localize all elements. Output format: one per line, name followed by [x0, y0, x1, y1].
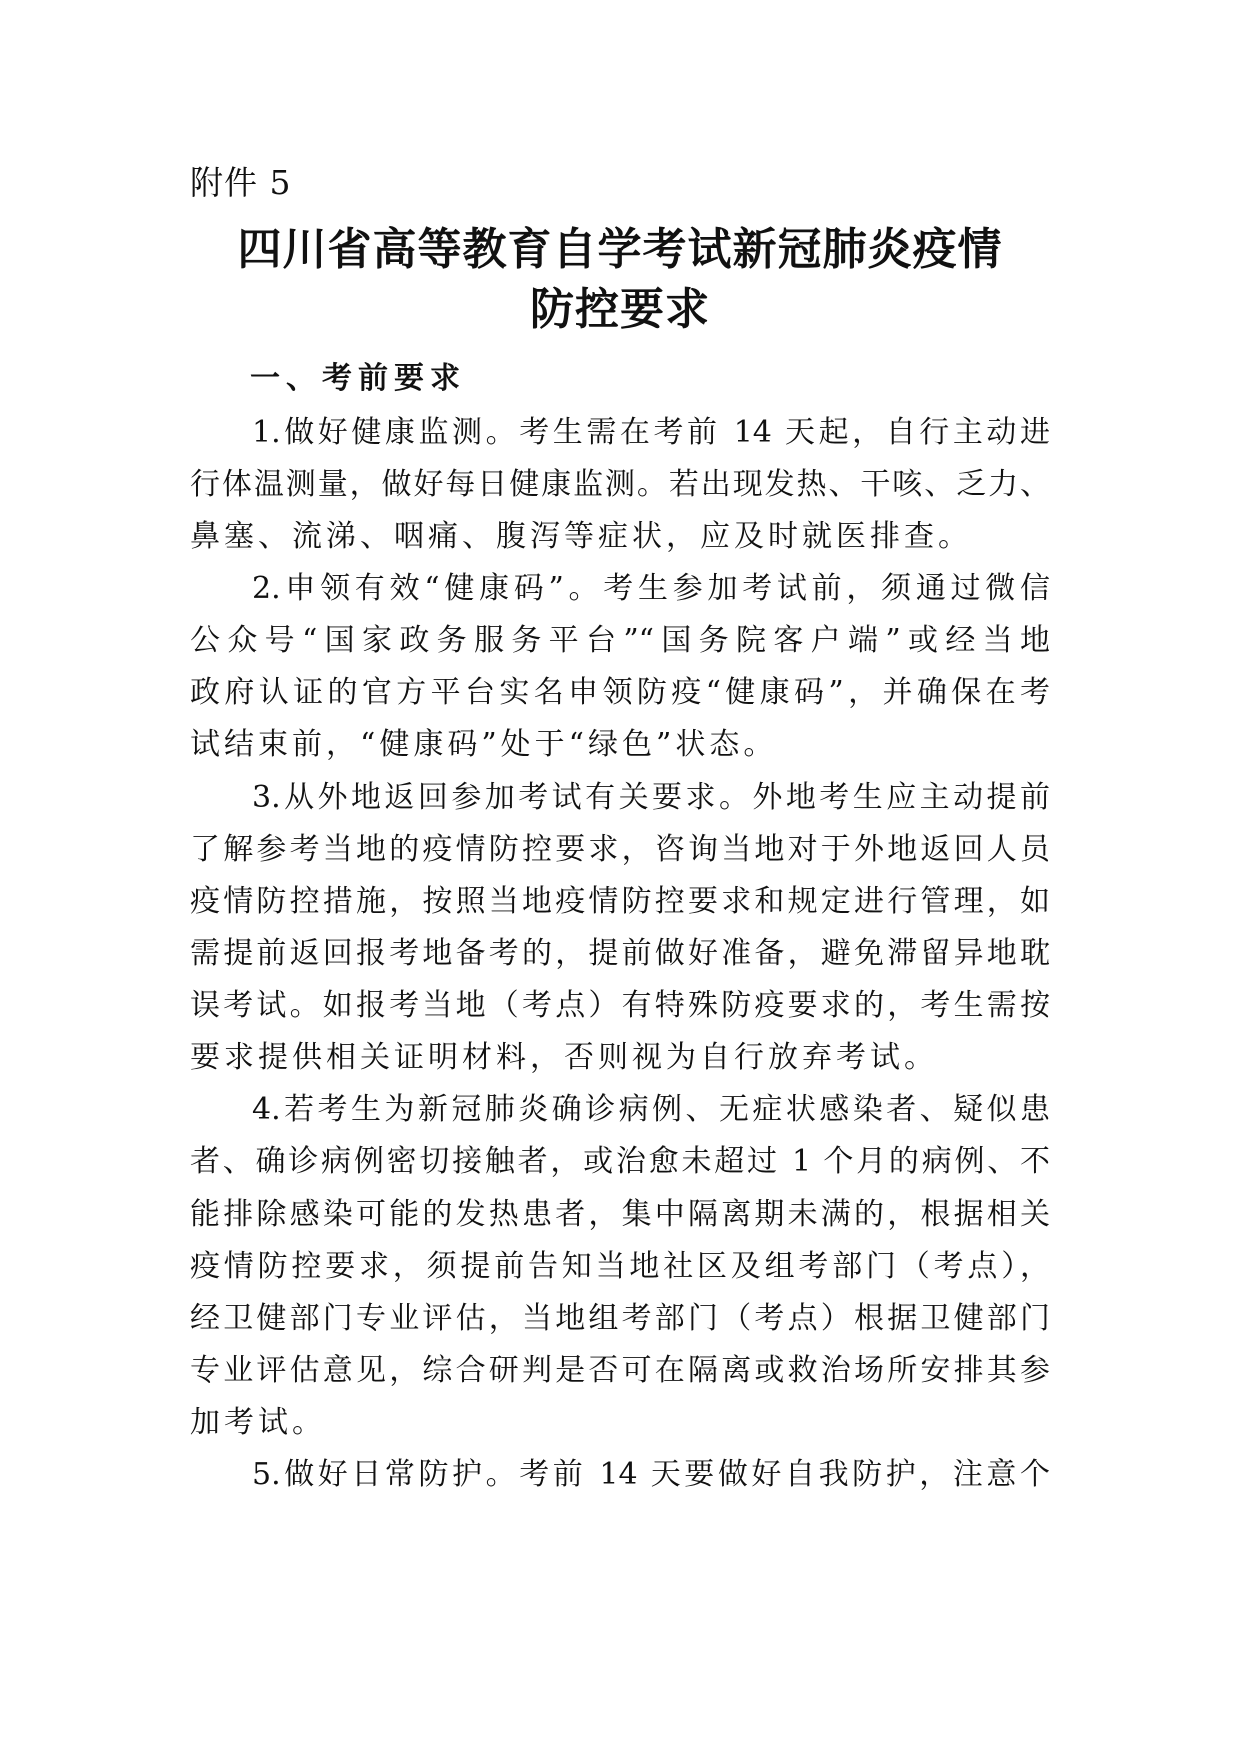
paragraph-3-line-1: 3.从外地返回参加考试有关要求。外地考生应主动提前 [252, 780, 1050, 815]
attachment-label: 附件 5 [190, 163, 292, 202]
paragraph-5-line-1: 5.做好日常防护。考前 14 天要做好自我防护，注意个 [252, 1457, 1050, 1492]
paragraph-4-line-1: 4.若考生为新冠肺炎确诊病例、无症状感染者、疑似患 [252, 1092, 1050, 1127]
paragraph-4-line-4: 疫情防控要求，须提前告知当地社区及组考部门（考点）， [190, 1249, 1050, 1284]
section-heading: 一、考前要求 [250, 361, 466, 396]
paragraph-3-line-4: 需提前返回报考地备考的，提前做好准备，避免滞留异地耽 [190, 936, 1050, 971]
paragraph-2-line-2: 公众号“国家政务服务平台”“国务院客户端”或经当地 [190, 623, 1050, 658]
title-line-2: 防控要求 [530, 284, 710, 335]
paragraph-3-line-2: 了解参考当地的疫情防控要求，咨询当地对于外地返回人员 [190, 832, 1050, 867]
paragraph-1-line-1: 1.做好健康监测。考生需在考前 14 天起，自行主动进 [252, 415, 1050, 450]
paragraph-4-line-5: 经卫健部门专业评估，当地组考部门（考点）根据卫健部门 [190, 1301, 1050, 1336]
title-line-1: 四川省高等教育自学考试新冠肺炎疫情 [237, 224, 1003, 275]
paragraph-4-line-3: 能排除感染可能的发热患者，集中隔离期未满的，根据相关 [190, 1197, 1050, 1232]
paragraph-1-line-3: 鼻塞、流涕、咽痛、腹泻等症状，应及时就医排查。 [190, 519, 972, 554]
paragraph-4-line-6: 专业评估意见，综合研判是否可在隔离或救治场所安排其参 [190, 1353, 1050, 1388]
paragraph-4-line-7: 加考试。 [190, 1405, 326, 1440]
paragraph-2-line-3: 政府认证的官方平台实名申领防疫“健康码”，并确保在考 [190, 675, 1050, 710]
paragraph-2-line-4: 试结束前，“健康码”处于“绿色”状态。 [190, 727, 778, 762]
paragraph-3-line-3: 疫情防控措施，按照当地疫情防控要求和规定进行管理，如 [190, 884, 1050, 919]
paragraph-2-line-1: 2.申领有效“健康码”。考生参加考试前，须通过微信 [252, 571, 1050, 606]
paragraph-3-line-5: 误考试。如报考当地（考点）有特殊防疫要求的，考生需按 [190, 988, 1050, 1023]
paragraph-1-line-2: 行体温测量，做好每日健康监测。若出现发热、干咳、乏力、 [190, 467, 1050, 502]
paragraph-3-line-6: 要求提供相关证明材料，否则视为自行放弃考试。 [190, 1040, 938, 1075]
paragraph-4-line-2: 者、确诊病例密切接触者，或治愈未超过 1 个月的病例、不 [190, 1144, 1050, 1179]
